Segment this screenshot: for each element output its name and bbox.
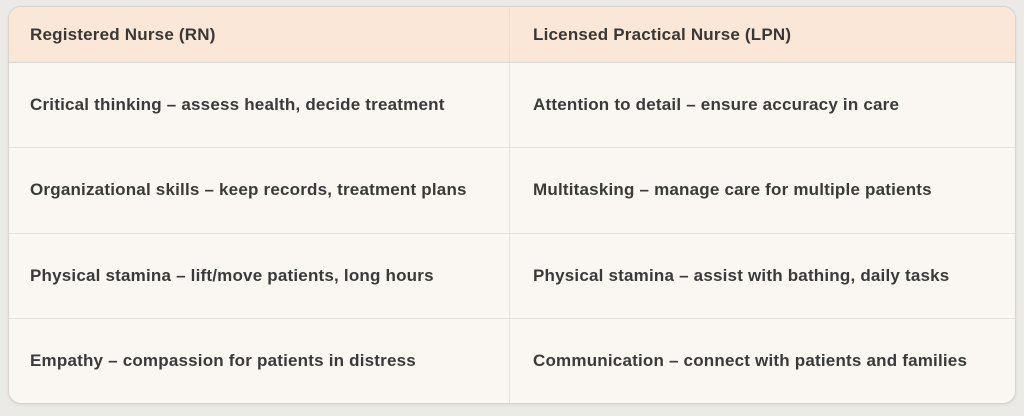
table-cell-rn-physical-stamina: Physical stamina – lift/move patients, long hours — [30, 265, 434, 285]
table-cell-rn-critical-thinking: Critical thinking – assess health, decide treatment — [30, 95, 445, 115]
table-cell-lpn-multitasking: Multitasking – manage care for multiple patients — [509, 148, 1015, 232]
header-cell-lpn: Licensed Practical Nurse (LPN) — [509, 7, 1015, 62]
table-cell-rn-empathy: Empathy – compassion for patients in distress — [30, 350, 416, 370]
table-header-row — [9, 7, 1015, 63]
table-cell-lpn-communication: Communication – connect with patients and families — [509, 319, 1015, 403]
table-cell-rn-organizational-skills: Organizational skills – keep records, treatment plans — [30, 180, 467, 200]
table-row — [9, 234, 1015, 319]
table-cell-lpn-physical-stamina: Physical stamina – assist with bathing, daily tasks — [509, 234, 1015, 318]
table-cell-lpn-attention-to-detail: Attention to detail – ensure accuracy in care — [509, 63, 1015, 147]
header-cell-rn: Registered Nurse (RN) — [30, 24, 216, 44]
table-row — [9, 148, 1015, 233]
comparison-table-card — [8, 6, 1016, 404]
table-row — [9, 319, 1015, 403]
table-row — [9, 63, 1015, 148]
